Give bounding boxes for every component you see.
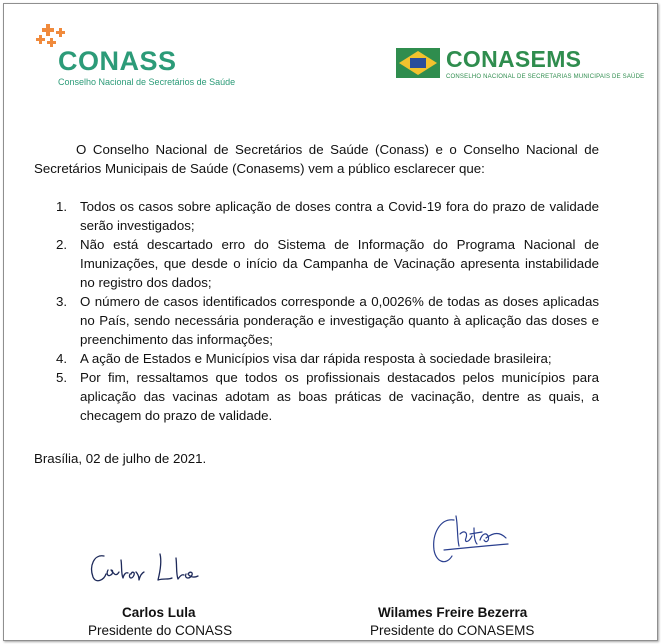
list-number: 4.	[56, 351, 68, 366]
wilames-bezerra-signature	[424, 510, 524, 572]
conasems-flag-icon	[396, 48, 440, 78]
signatory-role: Presidente do CONASEMS	[370, 623, 535, 638]
list-item-text: O número de casos identificados corresponde a 0,0026% de todas as doses aplicadas no País, sendo necessária ponderação e investigação quanto à aplicação das doses e preenchimento das informações;	[80, 294, 599, 347]
conass-subtitle: Conselho Nacional de Secretários de Saúde	[58, 77, 236, 87]
list-number: 5.	[56, 370, 68, 385]
list-item	[34, 235, 599, 292]
list-item-text: A ação de Estados e Municípios visa dar rápida resposta à sociedade brasileira;	[80, 351, 552, 366]
list-number: 3.	[56, 294, 68, 309]
signatory-role: Presidente do CONASS	[88, 623, 233, 638]
list-item	[34, 368, 599, 425]
conasems-subtitle: CONSELHO NACIONAL DE SECRETARIAS MUNICIPAIS DE SAÚDE	[446, 74, 645, 80]
list-item-text: Por fim, ressaltamos que todos os profissionais destacados pelos municípios para aplicação das vacinas adotam as boas práticas de vacinação, dentre as quais, a checagem do prazo de validade.	[80, 370, 599, 423]
conasems-wordmark: CONASEMS	[446, 46, 582, 72]
list-item-text: Todos os casos sobre aplicação de doses contra a Covid-19 fora do prazo de validade serão investigados;	[80, 199, 599, 233]
list-item	[34, 292, 599, 349]
list-number: 1.	[56, 199, 68, 214]
carlos-lula-signature	[86, 544, 216, 589]
signatory-name: Wilames Freire Bezerra	[378, 605, 528, 620]
document-page	[3, 3, 658, 641]
intro-paragraph: O Conselho Nacional de Secretários de Saúde (Conass) e o Conselho Nacional de Secretários Municipais de Saúde (Conasems) vem a público esclarecer que:	[34, 142, 599, 176]
statement-list	[34, 197, 599, 425]
list-item	[34, 197, 599, 235]
list-item-text: Não está descartado erro do Sistema de Informação do Programa Nacional de Imunizações, que desde o início da Campanha de Vacinação apresenta instabilidade no registro dos dados;	[80, 237, 599, 290]
list-number: 2.	[56, 237, 68, 252]
list-item	[34, 349, 599, 368]
signatory-name: Carlos Lula	[122, 605, 196, 620]
conass-wordmark: CONASS	[58, 46, 177, 76]
date-line: Brasília, 02 de julho de 2021.	[34, 451, 207, 466]
